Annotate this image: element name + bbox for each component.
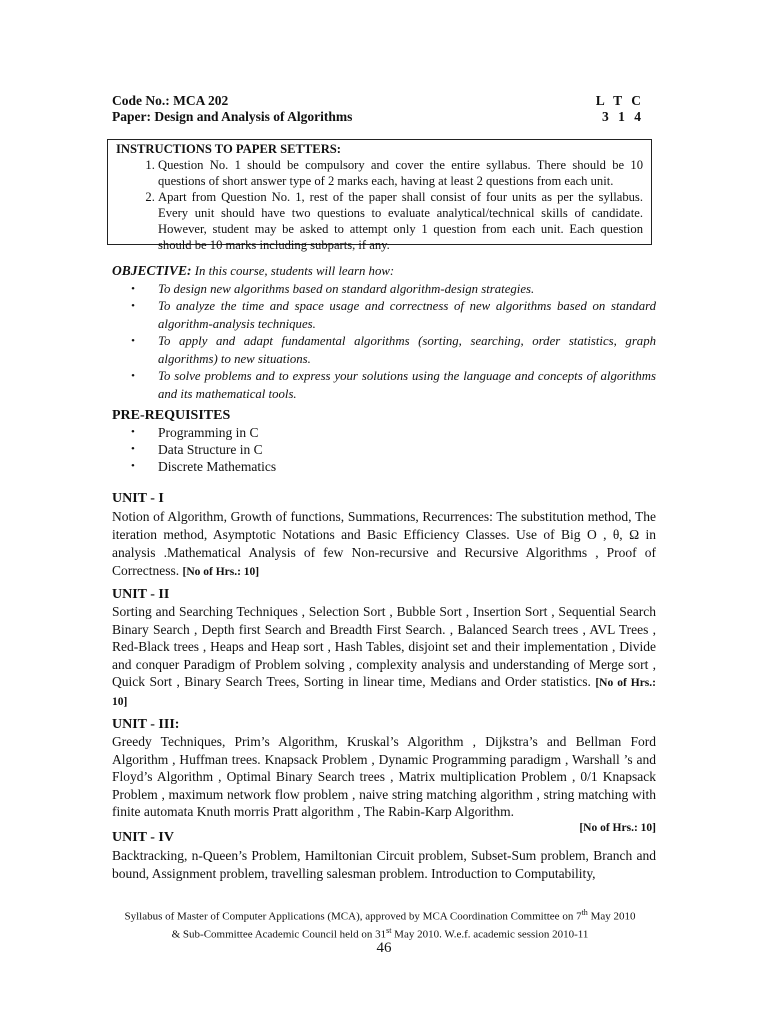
objective-item: • To analyze the time and space usage and correctness of new algorithms based on standard algorithm-analysis techniques. — [112, 298, 656, 333]
header-line-1 — [112, 93, 652, 109]
prerequisites-section — [112, 407, 656, 475]
instructions-list — [116, 157, 643, 253]
instructions-box — [107, 139, 652, 252]
prerequisite-item: • Discrete Mathematics — [112, 458, 656, 475]
course-code: Code No.: MCA 202 — [112, 93, 229, 108]
footer-note — [80, 906, 680, 941]
header-line-2 — [112, 109, 652, 125]
unit-3-section — [112, 716, 656, 838]
paper-title: Paper: Design and Analysis of Algorithms — [112, 109, 353, 124]
prerequisite-item: • Programming in C — [112, 424, 656, 441]
footer-line-2 — [80, 924, 680, 942]
unit-2-hours: [No of Hrs.: 10] — [112, 677, 656, 709]
prerequisites-title: PRE-REQUISITES — [112, 408, 231, 423]
objective-item: • To solve problems and to express your solutions using the language and concepts of algorithms and its mathematical tools. — [112, 368, 656, 403]
page-number: 46 — [376, 940, 392, 956]
prerequisites-list — [112, 424, 656, 475]
footer-line-1 — [80, 906, 680, 924]
instruction-item: 2. Apart from Question No. 1, rest of the paper shall consist of four units as per the syllabus. Every unit should have two questions to evaluate analytical/technical skills of candidate. However, student may be asked to attempt only 1 question from each unit. Each question should be 10 marks including subparts, if any. — [158, 189, 643, 253]
objective-section — [112, 262, 656, 403]
unit-3-hours: [No of Hrs.: 10] — [579, 822, 656, 835]
footer-line-1-end: May 2010 — [587, 910, 636, 923]
unit-1-section — [112, 490, 656, 581]
unit-1-title: UNIT - I — [112, 491, 164, 506]
ltc-labels: L T C — [595, 93, 644, 108]
footer-line-2-end: May 2010. W.e.f. academic session 2010-11 — [391, 928, 589, 941]
footer-line-2-sup: st — [386, 925, 392, 935]
ltc-values: 3 1 4 — [602, 109, 644, 124]
objective-list — [112, 281, 656, 404]
footer-line-1-text: Syllabus of Master of Computer Applications (MCA), approved by MCA Coordination Committee on 7 — [124, 910, 582, 923]
unit-2-section — [112, 586, 656, 712]
footer-line-1-sup: th — [581, 908, 588, 917]
instructions-title: INSTRUCTIONS TO PAPER SETTERS: — [116, 142, 342, 156]
instruction-item: 1. Question No. 1 should be compulsory and cover the entire syllabus. There should be 10 questions of short answer type of 2 marks each, having at least 2 questions from each unit. — [158, 157, 643, 189]
unit-2-title: UNIT - II — [112, 587, 170, 602]
unit-3-title: UNIT - III: — [112, 717, 180, 732]
unit-3-content: Greedy Techniques, Prim’s Algorithm, Kruskal’s Algorithm , Dijkstra’s and Bellman Ford Algorithm , Huffman trees. Knapsack Problem , Dynamic Programming paradigm , Warshall ’s and Floyd’s Algorithm , Optimal Binary Search trees , Matrix multiplication Problem , 0/1 Knapsack Problem , maximum network flow problem , naive string matching algorithm , string matching with finite automata Knuth morris Pratt algorithm , The Rabin-Karp Algorithm. — [112, 734, 656, 820]
unit-4-content: Backtracking, n-Queen’s Problem, Hamiltonian Circuit problem, Subset-Sum problem, Branch and bound, Assignment problem, travelling salesman problem. Introduction to Computability, — [112, 848, 656, 881]
objective-intro: In this course, students will learn how: — [191, 264, 395, 278]
footer-line-2-text: & Sub-Committee Academic Council held on 31 — [171, 928, 387, 941]
objective-item: • To design new algorithms based on standard algorithm-design strategies. — [112, 281, 656, 299]
objective-item: • To apply and adapt fundamental algorithms (sorting, searching, order statistics, graph algorithms) to new situations. — [112, 333, 656, 368]
unit-1-hours: [No of Hrs.: 10] — [182, 566, 260, 578]
prerequisite-item: • Data Structure in C — [112, 441, 656, 458]
unit-1-content: Notion of Algorithm, Growth of functions, Summations, Recurrences: The substitution method, The iteration method, Asymptotic Notations and Basic Efficiency Classes. Use of Big O , θ, Ω in analysis .Mathematical Analysis of few Non-recursive and Recursive Algorithms , Proof of Correctness. — [112, 509, 656, 578]
unit-4-title: UNIT - IV — [112, 830, 174, 845]
unit-4-section — [112, 829, 656, 883]
unit-2-content: Sorting and Searching Techniques , Selection Sort , Bubble Sort , Insertion Sort , Sequential Search Binary Search , Depth first Search and Breadth First Search. , Balanced Search trees , AVL Trees , Red-Black trees , Heaps and Heap sort , Hash Tables, disjoint set and their implementation , Divide and conquer Paradigm of Problem solving , complexity analysis and understanding of Merge sort , Quick Sort , Binary Search Trees, Sorting in linear time, Medians and Order statistics. — [112, 604, 656, 690]
objective-label: OBJECTIVE: — [112, 263, 192, 278]
